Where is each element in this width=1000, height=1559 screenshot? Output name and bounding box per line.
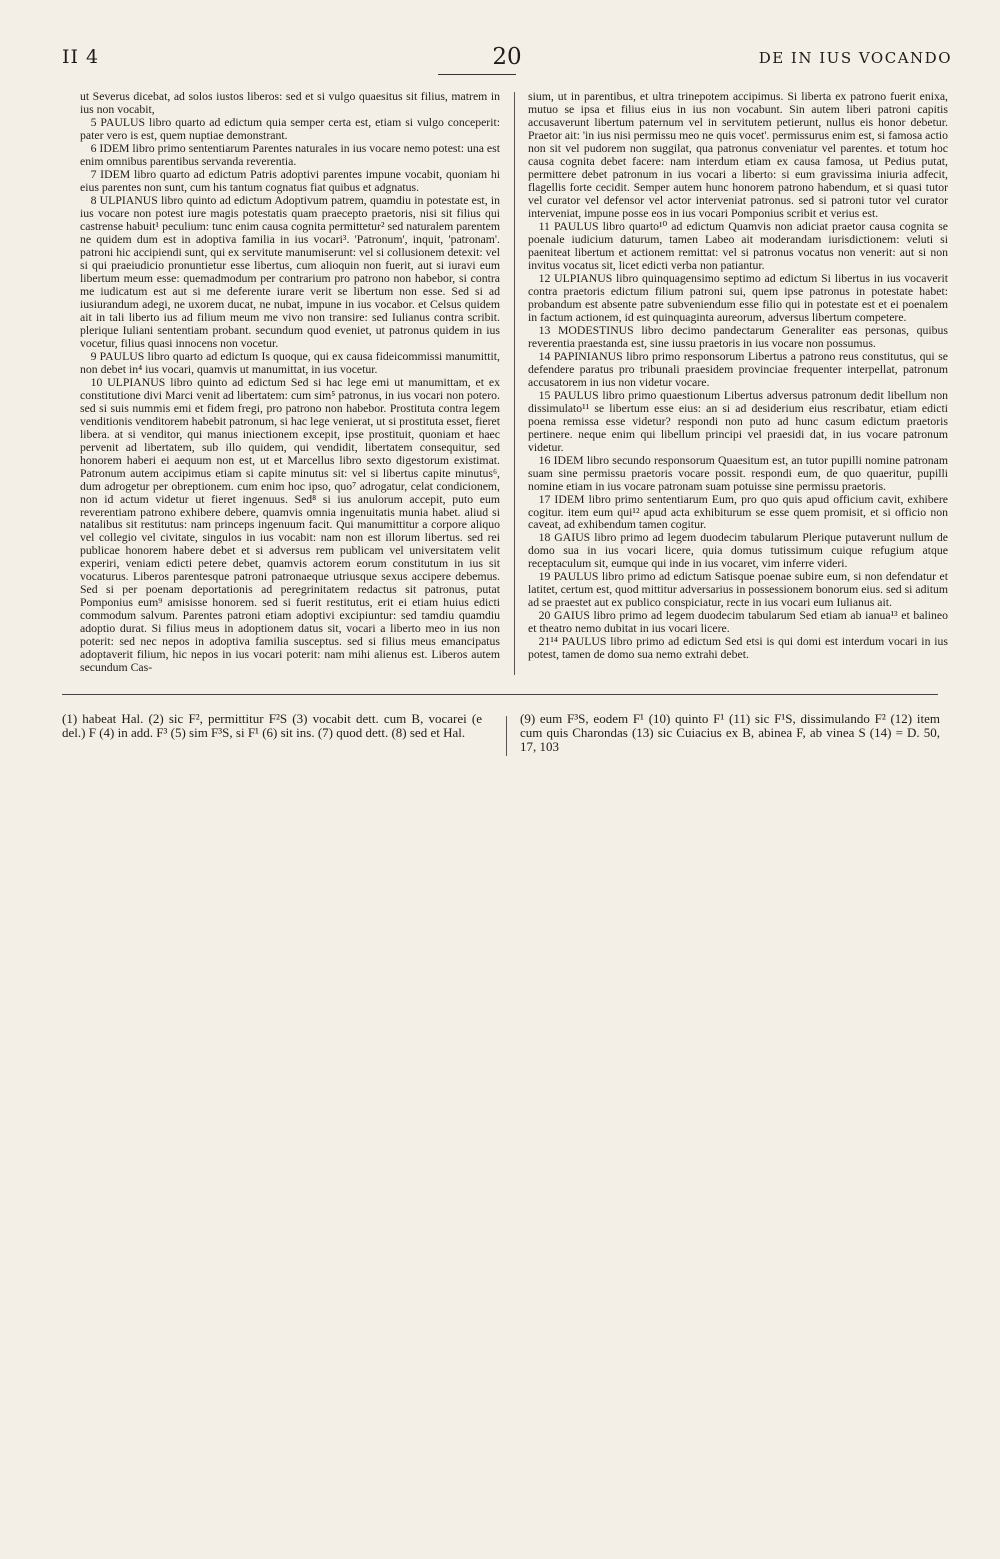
footnote-divider xyxy=(506,716,507,756)
paragraph: 8 ULPIANUS libro quinto ad edictum Adoptivum patrem, quamdiu in potestate est, in ius vocare non potest iure magis potestatis quam praecepto praetoris, nisi sit filius qui castrense habuit¹ peculium: tunc enim causa cognita permittetur² sed naturalem parentem ne quidem dum est in adoptiva familia in ius vocari³. 'Patronum', inquit, 'patronam'. patroni hic accipiendi sunt, qui ex servitute manumiserunt: vel si collusionem detexit: vel si qui praeiudicio pronuntietur esse libertus, cum alioquin non fuerit, aut si iuravi eum libertum meum esse: quemadmodum per contrarium pro patrono non habebor, si contra me iudicatum est aut si me deferente iurare verit se libertum non esse. Sed si ad iusiurandum adegi, ne uxorem ducat, ne nubat, impune in ius vocabor. et Celsus quidem ait in tali liberto ius ad filium meum me vivo non transire: sed Iulianus contra scribit. plerique Iuliani sententiam probant. secundum quod eveniet, ut patronus quidem in ius vocetur, filius quasi innocens non vocetur. xyxy=(80,193,500,350)
footnotes-left: (1) habeat Hal. (2) sic F², permittitur F²S (3) vocabit dett. cum B, vocarei (e del.) F (4) in add. F³ (5) sim F³S, si F¹ (6) sit ins. (7) quod dett. (8) sed et Hal. xyxy=(62,711,482,740)
page-number-underline xyxy=(438,74,516,75)
paragraph: 17 IDEM libro primo sententiarum Eum, pro quo quis apud officium cavit, exhibere cogitur. item eum qui¹² apud acta exhibiturum se esse quem promisit, et si officio non caveat, ad exhibendum tamen cogitur. xyxy=(528,492,948,532)
paragraph: 11 PAULUS libro quarto¹⁰ ad edictum Quamvis non adiciat praetor causa cognita se poenale iudicium daturum, tamen Labeo ait moderandam iurisdictionem: veluti si paeniteat libertum et actionem remittat: vel si patronus vocatus non venerit: aut si non invitus vocatus sit, licet edicti verba non patiantur. xyxy=(528,219,948,272)
footnotes-right: (9) eum F³S, eodem F¹ (10) quinto F¹ (11) sic F¹S, dissimulando F² (12) item cum quis Charondas (13) sic Cuiacius ex B, abinea F, ab vinea S (14) = D. 50, 17, 103 xyxy=(520,711,940,754)
paragraph: 16 IDEM libro secundo responsorum Quaesitum est, an tutor pupilli nomine patronam suam sine permissu praetoris vocare possit. respondi eum, de quo quaeritur, pupilli nomine etiam in ius vocare patronam suam potuisse sine permissu praetoris. xyxy=(528,453,948,493)
paragraph: 21¹⁴ PAULUS libro primo ad edictum Sed etsi is qui domi est interdum vocari in ius potest, tamen de domo sua nemo extrahi debet. xyxy=(528,635,948,662)
right-column xyxy=(528,90,948,661)
footnote-separator xyxy=(62,694,938,695)
left-column xyxy=(80,90,500,674)
book-title-marker: II 4 xyxy=(62,46,100,68)
column-divider xyxy=(514,92,515,675)
paragraph: 7 IDEM libro quarto ad edictum Patris adoptivi parentes impune vocabit, quoniam hi eius parentes non sunt, cum his tantum cognatus fiat quibus et adgnatus. xyxy=(80,167,500,194)
running-title: DE IN IUS VOCANDO xyxy=(758,49,952,67)
page-number: 20 xyxy=(492,44,522,70)
paragraph: 12 ULPIANUS libro quinquagensimo septimo ad edictum Si libertus in ius vocaverit contra praetoris edictum filium patroni sui, quem ipse patronus in potestate habet: probandum est absente patre subveniendum esse filio qui in potestate est et ei poenalem in factum actionem, id est quinquaginta aureorum, adversus libertum competere. xyxy=(528,271,948,324)
paragraph: 15 PAULUS libro primo quaestionum Libertus adversus patronum dedit libellum non dissimulato¹¹ se libertum esse eius: an si ad desiderium eius rescribatur, etiam edicti poena remissa esse videtur? respondi non puto ad hunc casum edictum praetoris pertinere. neque enim qui libellum principi vel praesidi dat, in ius vocare patronum videtur. xyxy=(528,388,948,454)
paragraph: 13 MODESTINUS libro decimo pandectarum Generaliter eas personas, quibus reverentia praestanda est, sine iussu praetoris in ius vocare non possumus. xyxy=(528,323,948,350)
paragraph: 19 PAULUS libro primo ad edictum Satisque poenae subire eum, si non defendatur et latitet, certum est, quod mittitur adversarius in possessionem bonorum eius. sed si aditum ad se praestet aut ex publico conspiciatur, recte in ius vocari eum Iulianus ait. xyxy=(528,570,948,610)
paragraph: 9 PAULUS libro quarto ad edictum Is quoque, qui ex causa fideicommissi manumittit, non debet in⁴ ius vocari, quamvis ut manumittat, in ius vocetur. xyxy=(80,349,500,376)
paragraph: 10 ULPIANUS libro quinto ad edictum Sed si hac lege emi ut manumittam, et ex constitutione divi Marci venit ad libertatem: cum sim⁵ patronus, in ius vocari non potero. sed si suis nummis emi et fidem fregi, pro patrono non habebor. Prostituta contra legem venditionis venditorem habebit patronum, si hac lege venierat, ut si prostituta esset, fieret libera. at si venditor, qui manus iniectionem excepit, ipse prostituit, quoniam et haec pervenit ad libertatem, sub illo quidem, qui vendidit, libertatem consequitur, sed honorem haberi ei aequum non est, ut et Marcellus libro sexto digestorum existimat. Patronum autem accipimus etiam si capite minutus sit: vel si libertus capite minutus⁶, dum adrogetur per obreptionem. cum enim hoc ipso, quo⁷ adrogatur, celat condicionem, non id actum videtur ut fieret ingenuus. Sed⁸ si ius anulorum accepit, puto eum reverentiam patrono exhibere debere, quamvis omnia ingenuitatis munia habet. aliud si natalibus sit restitutus: nam princeps ingenuum facit. Qui manumittitur a corpore aliquo vel collegio vel civitate, singulos in ius vocabit: nam non est illorum libertus. sed rei publicae honorem habere debet et si adversus rem publicam vel universitatem velit experiri, veniam edicti petere debet, quamvis actorem eorum constitutum in ius sit vocaturus. Liberos parentesque patroni patronaeque utriusque sexus accipere debemus. Sed si per poenam deportationis ad peregrinitatem redactus sit patronus, putat Pomponius eum⁹ amisisse honorem. sed si fuerit restitutus, erit ei etiam huius edicti commodum salvum. Parentes patroni etiam adoptivi excipiuntur: sed tamdiu quamdiu adoptio durat. Si filius meus in adoptionem datus sit, vocari a liberto meo in ius non poterit: sed nec nepos in adoptiva familia susceptus. sed si filius meus emancipatus adoptaverit filium, hic nepos in ius vocari poterit: nam mihi alienus est. Liberos autem secundum Cas- xyxy=(80,375,500,675)
running-header xyxy=(62,44,952,74)
paragraph: 14 PAPINIANUS libro primo responsorum Libertus a patrono reus constitutus, qui se defendere paratus pro tribunali praesidem provinciae frequenter interpellat, patronum accusatorem in ius non videtur vocare. xyxy=(528,349,948,389)
paragraph: sium, ut in parentibus, et ultra trinepotem accipimus. Si liberta ex patrono fuerit enixa, mutuo se ipsa et filius eius in ius non vocabunt. Sin autem liberi patroni capitis accusaverunt libertum paternum vel in servitutem petierunt, nullus eis honor debetur. Praetor ait: 'in ius nisi permissu meo ne quis vocet'. permissurus enim est, si famosa actio non sit vel pudorem non suggilat, qua patronus conveniatur vel parentes. et totum hoc causa cognita debet facere: nam interdum etiam ex causa famosa, ut Pedius putat, permittere debet patronum in ius vocari a liberto: si eum gravissima iniuria adfecit, flagellis forte cecidit. Semper autem hunc honorem patrono habendum, et si quasi tutor vel curator vel defensor vel actor interveniat patronus. sed si patroni tutor vel curator interveniat, impune posse eos in ius vocari Pomponius scribit et verius est. xyxy=(528,90,948,220)
paragraph: 20 GAIUS libro primo ad legem duodecim tabularum Sed etiam ab ianua¹³ et balineo et theatro nemo dubitat in ius vocari licere. xyxy=(528,609,948,636)
paragraph: 18 GAIUS libro primo ad legem duodecim tabularum Plerique putaverunt nullum de domo sua in ius vocari licere, quia domus tutissimum cuique refugium atque receptaculum sit, eumque qui inde in ius vocaret, vim inferre videri. xyxy=(528,531,948,571)
paragraph: 5 PAULUS libro quarto ad edictum quia semper certa est, etiam si vulgo conceperit: pater vero is est, quem nuptiae demonstrant. xyxy=(80,115,500,142)
paragraph: ut Severus dicebat, ad solos iustos liberos: sed et si vulgo quaesitus sit filius, matrem in ius non vocabit, xyxy=(80,90,500,116)
paragraph: 6 IDEM libro primo sententiarum Parentes naturales in ius vocare nemo potest: una est enim omnibus parentibus servanda reverentia. xyxy=(80,141,500,168)
